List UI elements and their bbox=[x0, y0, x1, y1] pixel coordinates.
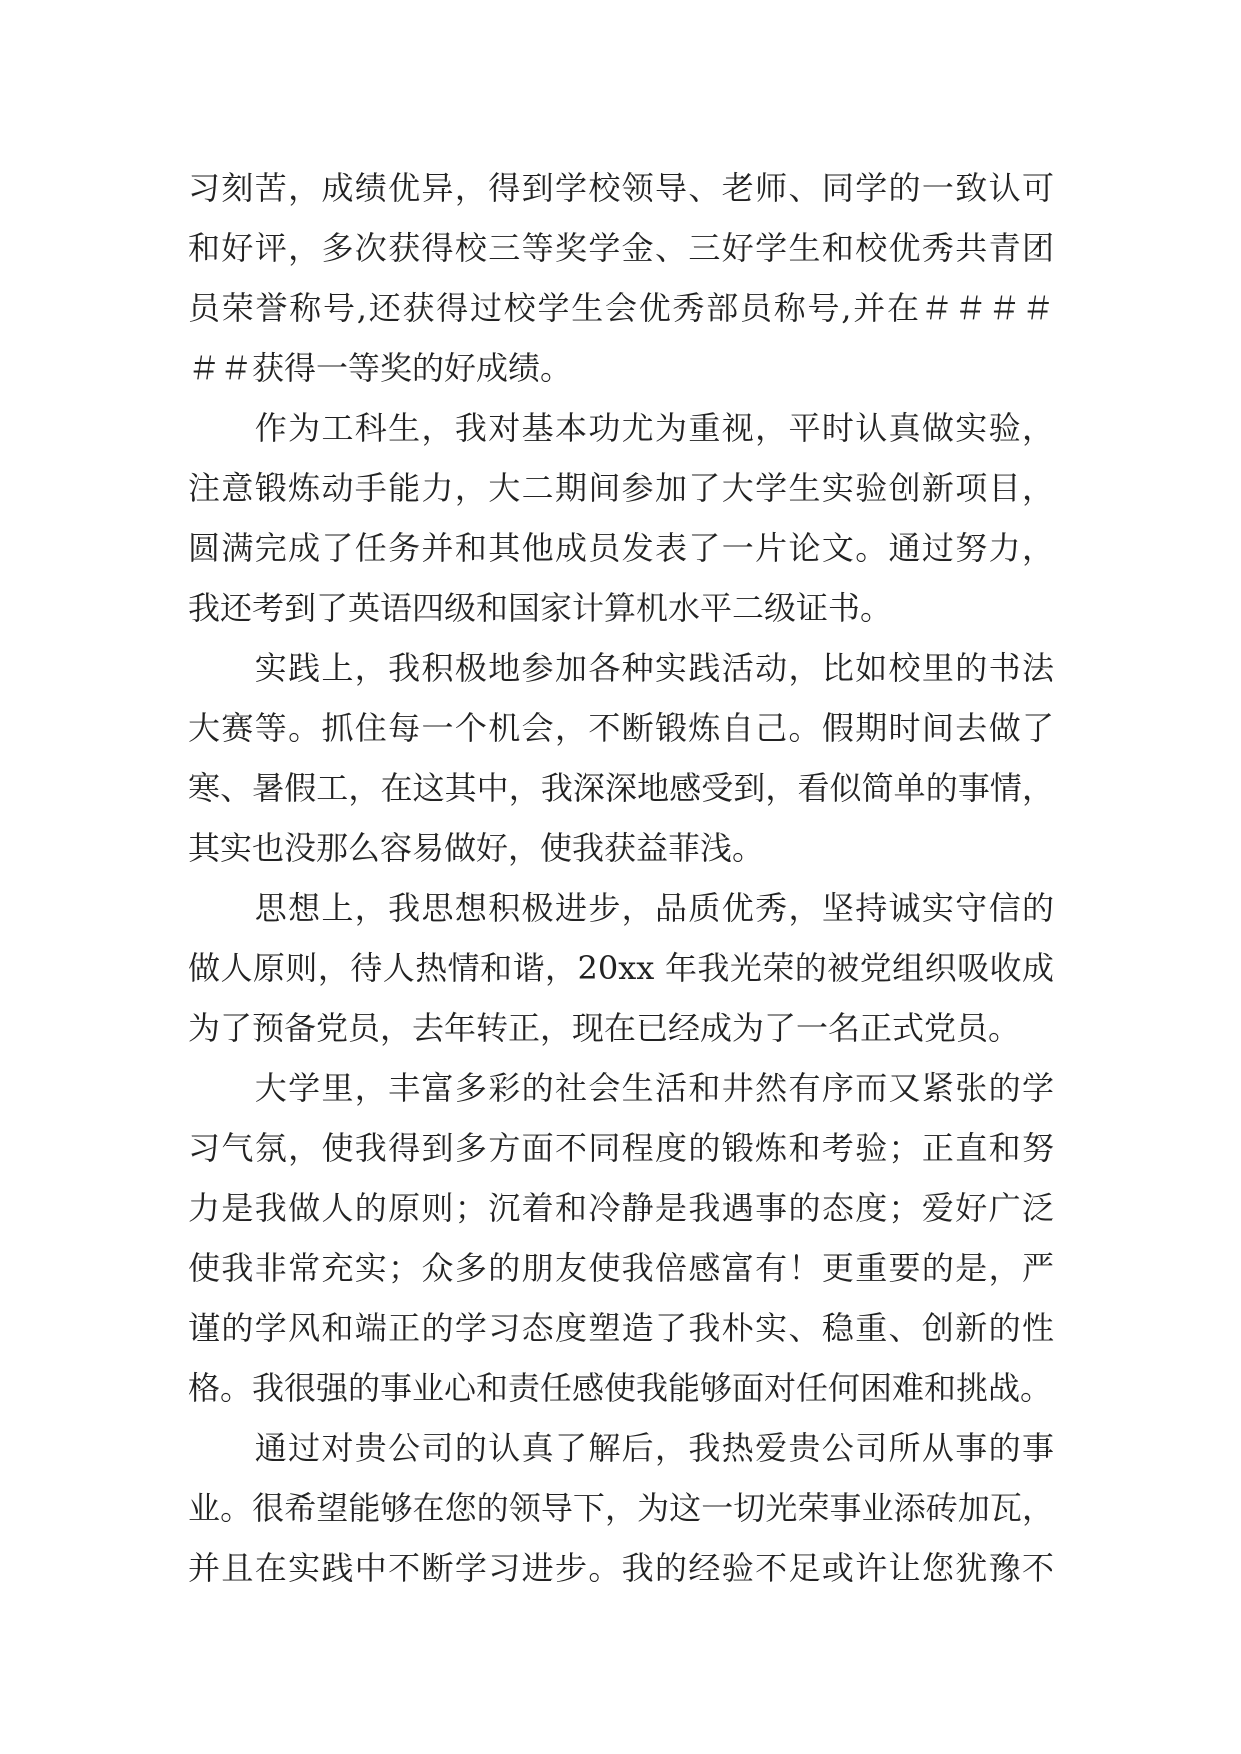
text-line: 员荣誉称号,还获得过校学生会优秀部员称号,并在＃＃＃＃ bbox=[188, 289, 1054, 327]
text-line: 实践上，我积极地参加各种实践活动，比如校里的书法 bbox=[188, 649, 1054, 687]
text-line: 我还考到了英语四级和国家计算机水平二级证书。 bbox=[188, 589, 893, 627]
text-line: 其实也没那么容易做好，使我获益菲浅。 bbox=[188, 829, 765, 867]
text-line: 和好评，多次获得校三等奖学金、三好学生和校优秀共青团 bbox=[188, 229, 1054, 267]
text-line: 作为工科生，我对基本功尤为重视，平时认真做实验， bbox=[188, 409, 1054, 447]
text-line: 谨的学风和端正的学习态度塑造了我朴实、稳重、创新的性 bbox=[188, 1309, 1054, 1347]
paragraph bbox=[188, 1418, 1054, 1598]
text-line: ＃＃获得一等奖的好成绩。 bbox=[188, 349, 573, 387]
text-line: 为了预备党员，去年转正，现在已经成为了一名正式党员。 bbox=[188, 1009, 1021, 1047]
text-line: 寒、暑假工，在这其中，我深深地感受到，看似简单的事情， bbox=[188, 769, 1054, 807]
text-line: 大学里，丰富多彩的社会生活和井然有序而又紧张的学 bbox=[188, 1069, 1054, 1107]
text-line: 注意锻炼动手能力，大二期间参加了大学生实验创新项目， bbox=[188, 469, 1054, 507]
text-line: 做人原则，待人热情和谐，20xx 年我光荣的被党组织吸收成 bbox=[188, 949, 1054, 987]
text-line: 思想上，我思想积极进步，品质优秀，坚持诚实守信的 bbox=[188, 889, 1054, 927]
paragraph bbox=[188, 638, 1054, 878]
text-line: 圆满完成了任务并和其他成员发表了一片论文。通过努力， bbox=[188, 529, 1054, 567]
paragraph bbox=[188, 1058, 1054, 1418]
text-line: 使我非常充实；众多的朋友使我倍感富有！更重要的是，严 bbox=[188, 1249, 1054, 1287]
text-line: 业。很希望能够在您的领导下，为这一切光荣事业添砖加瓦， bbox=[188, 1489, 1054, 1527]
text-line: 通过对贵公司的认真了解后，我热爱贵公司所从事的事 bbox=[188, 1429, 1054, 1467]
document-body bbox=[188, 158, 1054, 1598]
text-line: 并且在实践中不断学习进步。我的经验不足或许让您犹豫不 bbox=[188, 1549, 1054, 1587]
paragraph bbox=[188, 878, 1054, 1058]
text-line: 习刻苦，成绩优异，得到学校领导、老师、同学的一致认可 bbox=[188, 169, 1054, 207]
text-line: 大赛等。抓住每一个机会，不断锻炼自己。假期时间去做了 bbox=[188, 709, 1054, 747]
text-line: 格。我很强的事业心和责任感使我能够面对任何困难和挑战。 bbox=[188, 1369, 1053, 1407]
text-line: 习气氛，使我得到多方面不同程度的锻炼和考验；正直和努 bbox=[188, 1129, 1054, 1167]
paragraph bbox=[188, 158, 1054, 398]
paragraph bbox=[188, 398, 1054, 638]
text-line: 力是我做人的原则；沉着和冷静是我遇事的态度；爱好广泛 bbox=[188, 1189, 1054, 1227]
